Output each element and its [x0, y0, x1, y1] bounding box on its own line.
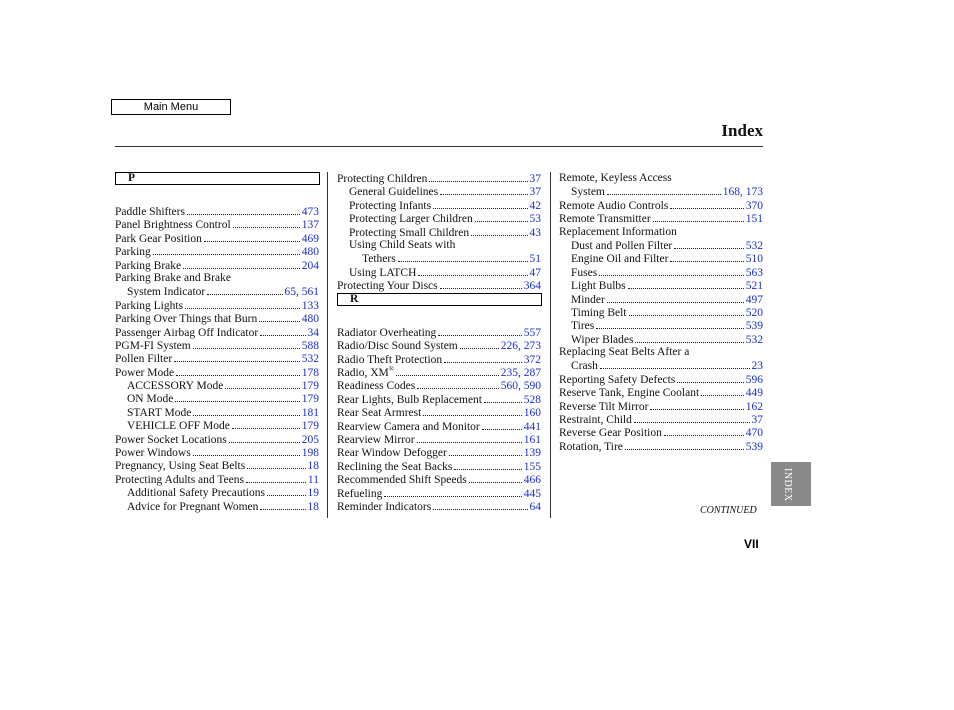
entry-label: System: [571, 186, 605, 199]
index-entry[interactable]: [559, 373, 763, 386]
page-link[interactable]: 466: [523, 474, 541, 487]
index-entry[interactable]: [115, 500, 319, 513]
index-entry[interactable]: [115, 392, 319, 405]
index-entry[interactable]: [337, 366, 541, 379]
entry-label: Rear Lights, Bulb Replacement: [337, 393, 482, 406]
index-entry[interactable]: [559, 293, 763, 306]
entry-label: System Indicator: [127, 286, 206, 299]
leader-dots: [449, 446, 522, 456]
page-link[interactable]: 370: [745, 199, 763, 212]
leader-dots: [444, 353, 522, 363]
index-column-1: [115, 172, 319, 513]
page-link[interactable]: 18: [307, 460, 319, 473]
leader-dots: [193, 339, 300, 349]
entry-label: Remote Transmitter: [559, 213, 651, 226]
page-link[interactable]: 160: [523, 407, 541, 420]
index-entry[interactable]: [337, 379, 541, 392]
entry-label: VEHICLE OFF Mode: [127, 420, 230, 433]
index-entry[interactable]: [115, 473, 319, 486]
index-entry[interactable]: [115, 312, 319, 325]
leader-dots: [233, 218, 300, 228]
page-link[interactable]: 532: [745, 333, 763, 346]
leader-dots: [153, 245, 300, 255]
index-side-tab[interactable]: [771, 462, 811, 506]
page-link[interactable]: 539: [745, 320, 763, 333]
page-link[interactable]: 532: [745, 239, 763, 252]
page-link[interactable]: 539: [745, 440, 763, 453]
index-entry[interactable]: [559, 413, 763, 426]
page-link[interactable]: 473: [301, 206, 319, 218]
leader-dots: [246, 473, 306, 483]
entry-label: Protecting Infants: [349, 199, 432, 212]
index-entry[interactable]: [337, 185, 541, 198]
leader-dots: [207, 285, 282, 295]
page-link[interactable]: 42: [529, 199, 541, 212]
entry-label: Refueling: [337, 487, 383, 500]
page-link[interactable]: 179: [301, 380, 319, 393]
index-entry[interactable]: [115, 366, 319, 379]
entry-label: Parking Over Things that Burn: [115, 313, 258, 326]
entry-label: Protecting Children: [337, 173, 428, 185]
entry-label: Protecting Adults and Teens: [115, 473, 244, 486]
page-link[interactable]: 588: [301, 339, 319, 352]
leader-dots: [670, 199, 744, 209]
page-link[interactable]: 37: [529, 186, 541, 199]
section-letter-r: R: [337, 293, 542, 306]
page-link[interactable]: 37: [751, 414, 763, 427]
leader-dots: [396, 366, 499, 376]
page-link[interactable]: 65, 561: [284, 286, 319, 299]
index-entry[interactable]: [115, 326, 319, 339]
page-link[interactable]: 480: [301, 246, 319, 259]
page-number: VII: [744, 537, 759, 551]
page-link[interactable]: 51: [529, 253, 541, 266]
leader-dots: [259, 312, 300, 322]
leader-dots: [260, 326, 305, 336]
entry-label: Rear Window Defogger: [337, 447, 447, 460]
leader-dots: [460, 339, 499, 349]
entry-label: Tethers: [362, 253, 396, 266]
index-entry[interactable]: [115, 245, 319, 258]
page-link[interactable]: 181: [301, 406, 319, 419]
entry-label: Using LATCH: [349, 266, 417, 279]
page-link[interactable]: 198: [301, 447, 319, 460]
page-link[interactable]: 43: [529, 226, 541, 239]
entry-label: Rearview Mirror: [337, 434, 415, 447]
index-entry[interactable]: [337, 446, 541, 459]
index-entry: [115, 272, 319, 285]
entry-label: Reporting Safety Defects: [559, 373, 676, 386]
leader-dots: [634, 413, 750, 423]
page-link[interactable]: 139: [523, 447, 541, 460]
index-entry[interactable]: [115, 419, 319, 432]
entry-label: Restraint, Child: [559, 414, 632, 427]
page-link[interactable]: 151: [745, 213, 763, 226]
leader-dots: [701, 386, 744, 396]
index-entry[interactable]: [337, 326, 541, 339]
index-entry[interactable]: [337, 420, 541, 433]
leader-dots: [183, 259, 300, 269]
index-entry[interactable]: [337, 353, 541, 366]
column-divider: [327, 172, 328, 518]
entry-label: Park Gear Position: [115, 232, 202, 245]
leader-dots: [628, 279, 744, 289]
entry-label: Engine Oil and Filter: [571, 253, 669, 266]
leader-dots: [174, 352, 300, 362]
index-entry[interactable]: [115, 486, 319, 499]
side-tab-label: INDEX: [782, 468, 793, 502]
page-link[interactable]: 563: [745, 266, 763, 279]
entry-list: [337, 172, 541, 293]
index-entry[interactable]: [115, 459, 319, 472]
leader-dots: [635, 333, 743, 343]
entry-label: Reverse Gear Position: [559, 427, 662, 440]
entry-label: Additional Safety Precautions: [127, 487, 265, 500]
index-entry[interactable]: [559, 212, 763, 225]
leader-dots: [185, 299, 300, 309]
entry-label: Parking Lights: [115, 299, 184, 312]
leader-dots: [438, 326, 521, 336]
entry-label: Rear Seat Armrest: [337, 407, 422, 420]
page-link[interactable]: 469: [301, 232, 319, 245]
index-entry[interactable]: [337, 266, 541, 279]
index-entry[interactable]: [337, 487, 541, 500]
index-entry[interactable]: [559, 239, 763, 252]
leader-dots: [469, 473, 522, 483]
entry-label: Wiper Blades: [571, 333, 634, 346]
index-entry[interactable]: [337, 406, 541, 419]
entry-label: ACCESSORY Mode: [127, 380, 224, 393]
page-link[interactable]: 11: [307, 473, 319, 486]
entry-label: Recommended Shift Speeds: [337, 474, 467, 487]
entry-label: Replacement Information: [559, 225, 677, 238]
entry-label: Pollen Filter: [115, 353, 173, 366]
page-link[interactable]: 155: [523, 460, 541, 473]
entry-label: Advice for Pregnant Women: [127, 500, 259, 513]
index-entry[interactable]: [115, 406, 319, 419]
page-link[interactable]: 557: [523, 326, 541, 339]
entry-label: Radio Theft Protection: [337, 353, 443, 366]
entry-label: Rotation, Tire: [559, 440, 623, 453]
entry-label: Protecting Small Children: [349, 226, 470, 239]
index-entry[interactable]: [559, 199, 763, 212]
leader-dots: [204, 232, 300, 242]
registered-mark: ®: [388, 366, 395, 374]
leader-dots: [187, 205, 300, 215]
page-link[interactable]: 162: [745, 400, 763, 413]
index-entry: [559, 226, 763, 239]
entry-label: PGM-FI System: [115, 339, 191, 352]
index-entry[interactable]: [115, 339, 319, 352]
page-link[interactable]: 179: [301, 420, 319, 433]
leader-dots: [484, 393, 522, 403]
entry-label: Protecting Larger Children: [349, 213, 473, 226]
page-link[interactable]: 37: [529, 173, 541, 185]
entry-label: Parking Brake and Brake: [115, 271, 231, 284]
entry-list: [559, 172, 763, 453]
leader-dots: [417, 433, 522, 443]
entry-label: ON Mode: [127, 393, 174, 406]
main-menu-button[interactable]: Main Menu: [111, 99, 231, 115]
leader-dots: [599, 266, 744, 276]
page-link[interactable]: 133: [301, 299, 319, 312]
index-entry: [559, 172, 763, 185]
index-entry[interactable]: [337, 212, 541, 225]
entry-label: Reserve Tank, Engine Coolant: [559, 387, 700, 400]
page-link[interactable]: 34: [307, 326, 319, 339]
page-link[interactable]: 53: [529, 213, 541, 226]
entry-label: General Guidelines: [349, 186, 439, 199]
leader-dots: [433, 199, 527, 209]
leader-dots: [175, 392, 299, 402]
leader-dots: [482, 420, 522, 430]
leader-dots: [267, 486, 306, 496]
entry-label: Minder: [571, 293, 605, 306]
index-entry[interactable]: [337, 473, 541, 486]
leader-dots: [229, 433, 300, 443]
index-entry[interactable]: [115, 285, 319, 298]
index-entry[interactable]: [559, 333, 763, 346]
entry-label: Power Windows: [115, 447, 191, 460]
leader-dots: [418, 266, 527, 276]
page-link[interactable]: 532: [301, 353, 319, 366]
index-entry[interactable]: [559, 426, 763, 439]
leader-dots: [260, 500, 305, 510]
page-link[interactable]: 441: [523, 420, 541, 433]
index-entry[interactable]: [337, 252, 541, 265]
page-link[interactable]: 168, 173: [722, 186, 763, 199]
index-entry[interactable]: [337, 393, 541, 406]
page-link[interactable]: 179: [301, 393, 319, 406]
index-entry[interactable]: [337, 279, 541, 292]
leader-dots: [440, 185, 527, 195]
leader-dots: [629, 306, 744, 316]
leader-dots: [625, 440, 744, 450]
page-link[interactable]: 528: [523, 393, 541, 406]
index-entry[interactable]: [115, 379, 319, 392]
entry-label: Tires: [571, 320, 595, 333]
page-link[interactable]: 364: [523, 280, 541, 293]
title-divider: [115, 146, 763, 147]
entry-label: Rearview Camera and Monitor: [337, 420, 480, 433]
entry-label: Timing Belt: [571, 306, 627, 319]
leader-dots: [247, 459, 305, 469]
leader-dots: [677, 373, 744, 383]
index-entry[interactable]: [559, 252, 763, 265]
index-entry[interactable]: [337, 199, 541, 212]
entry-list: [115, 205, 319, 513]
index-column-2: [337, 172, 541, 513]
entry-label: Remote, Keyless Access: [559, 172, 672, 184]
page-link[interactable]: 64: [529, 500, 541, 513]
leader-dots: [475, 212, 528, 222]
index-entry[interactable]: [559, 400, 763, 413]
index-entry[interactable]: [115, 232, 319, 245]
entry-label: Fuses: [571, 266, 598, 279]
entry-label: Radio/Disc Sound System: [337, 340, 458, 353]
index-entry[interactable]: [115, 205, 319, 218]
entry-label: Pregnancy, Using Seat Belts: [115, 460, 246, 473]
index-entry: [559, 346, 763, 359]
index-entry[interactable]: [115, 218, 319, 231]
leader-dots: [674, 239, 743, 249]
leader-dots: [454, 460, 521, 470]
entry-label: Power Socket Locations: [115, 433, 227, 446]
page-link[interactable]: 560, 590: [500, 380, 541, 393]
entry-label: Power Mode: [115, 366, 175, 379]
page-link[interactable]: 226, 273: [500, 340, 541, 353]
page-link[interactable]: 596: [745, 373, 763, 386]
continued-label: CONTINUED: [700, 505, 757, 516]
index-column-3: [559, 172, 763, 453]
entry-label: Parking Brake: [115, 259, 182, 272]
entry-label: Paddle Shifters: [115, 206, 185, 218]
index-entry[interactable]: [337, 172, 541, 185]
column-divider: [550, 172, 551, 518]
leader-dots: [429, 172, 527, 182]
page-link[interactable]: 520: [745, 306, 763, 319]
entry-label: Dust and Pollen Filter: [571, 239, 673, 252]
leader-dots: [225, 379, 299, 389]
leader-dots: [600, 359, 750, 369]
index-entry[interactable]: [337, 460, 541, 473]
page-link[interactable]: 23: [751, 360, 763, 373]
leader-dots: [471, 226, 527, 236]
page-link[interactable]: 521: [745, 280, 763, 293]
entry-label: Crash: [571, 360, 598, 373]
leader-dots: [423, 406, 521, 416]
index-entry[interactable]: [559, 440, 763, 453]
index-entry[interactable]: [559, 319, 763, 332]
entry-label: Parking: [115, 246, 151, 259]
leader-dots: [607, 185, 721, 195]
page-link[interactable]: 161: [523, 434, 541, 447]
section-letter-p: P: [115, 172, 320, 185]
entry-label: Reminder Indicators: [337, 500, 432, 513]
index-entry[interactable]: [559, 306, 763, 319]
page-link[interactable]: 497: [745, 293, 763, 306]
entry-label: Radio, XM®: [337, 366, 395, 380]
leader-dots: [433, 500, 527, 510]
entry-label: Passenger Airbag Off Indicator: [115, 326, 259, 339]
entry-label: START Mode: [127, 406, 192, 419]
page-link[interactable]: 19: [307, 487, 319, 500]
leader-dots: [398, 252, 528, 262]
leader-dots: [193, 406, 299, 416]
index-entry[interactable]: [115, 299, 319, 312]
entry-label: Reclining the Seat Backs: [337, 460, 453, 473]
entry-label: Panel Brightness Control: [115, 219, 231, 232]
page-link[interactable]: 445: [523, 487, 541, 500]
page-link[interactable]: 18: [307, 500, 319, 513]
index-entry[interactable]: [559, 185, 763, 198]
page-link[interactable]: 510: [745, 253, 763, 266]
index-entry[interactable]: [337, 500, 541, 513]
leader-dots: [653, 212, 744, 222]
page-link[interactable]: 137: [301, 219, 319, 232]
entry-label: Replacing Seat Belts After a: [559, 346, 690, 359]
entry-label: Light Bulbs: [571, 280, 626, 293]
entry-list: [337, 326, 541, 513]
index-entry[interactable]: [559, 279, 763, 292]
leader-dots: [193, 446, 300, 456]
leader-dots: [664, 426, 744, 436]
page-link[interactable]: 47: [529, 266, 541, 279]
page-title: Index: [721, 121, 763, 140]
leader-dots: [384, 487, 521, 497]
entry-label: Using Child Seats with: [349, 238, 456, 251]
index-entry[interactable]: [337, 433, 541, 446]
page-link[interactable]: 372: [523, 353, 541, 366]
entry-label: Remote Audio Controls: [559, 199, 669, 212]
index-entry[interactable]: [115, 446, 319, 459]
page-link[interactable]: 470: [745, 427, 763, 440]
entry-label: Radiator Overheating: [337, 326, 437, 339]
page-link[interactable]: 480: [301, 313, 319, 326]
index-entry[interactable]: [337, 339, 541, 352]
index-entry[interactable]: [115, 433, 319, 446]
index-entry[interactable]: [559, 386, 763, 399]
leader-dots: [607, 293, 744, 303]
index-entry[interactable]: [115, 352, 319, 365]
index-entry[interactable]: [559, 266, 763, 279]
page-link[interactable]: 235, 287: [500, 367, 541, 380]
entry-label: Protecting Your Discs: [337, 280, 438, 293]
leader-dots: [596, 319, 744, 329]
page-link[interactable]: 204: [301, 259, 319, 272]
index-entry[interactable]: [337, 226, 541, 239]
leader-dots: [232, 419, 300, 429]
index-entry[interactable]: [115, 259, 319, 272]
page-link[interactable]: 205: [301, 433, 319, 446]
leader-dots: [417, 379, 498, 389]
page-link[interactable]: 178: [301, 366, 319, 379]
entry-label: Reverse Tilt Mirror: [559, 400, 649, 413]
leader-dots: [670, 252, 743, 262]
leader-dots: [440, 279, 522, 289]
entry-label: Readiness Codes: [337, 380, 416, 393]
leader-dots: [176, 366, 300, 376]
leader-dots: [650, 400, 743, 410]
index-entry[interactable]: [559, 359, 763, 372]
page-link[interactable]: 449: [745, 387, 763, 400]
index-entry: [337, 239, 541, 252]
